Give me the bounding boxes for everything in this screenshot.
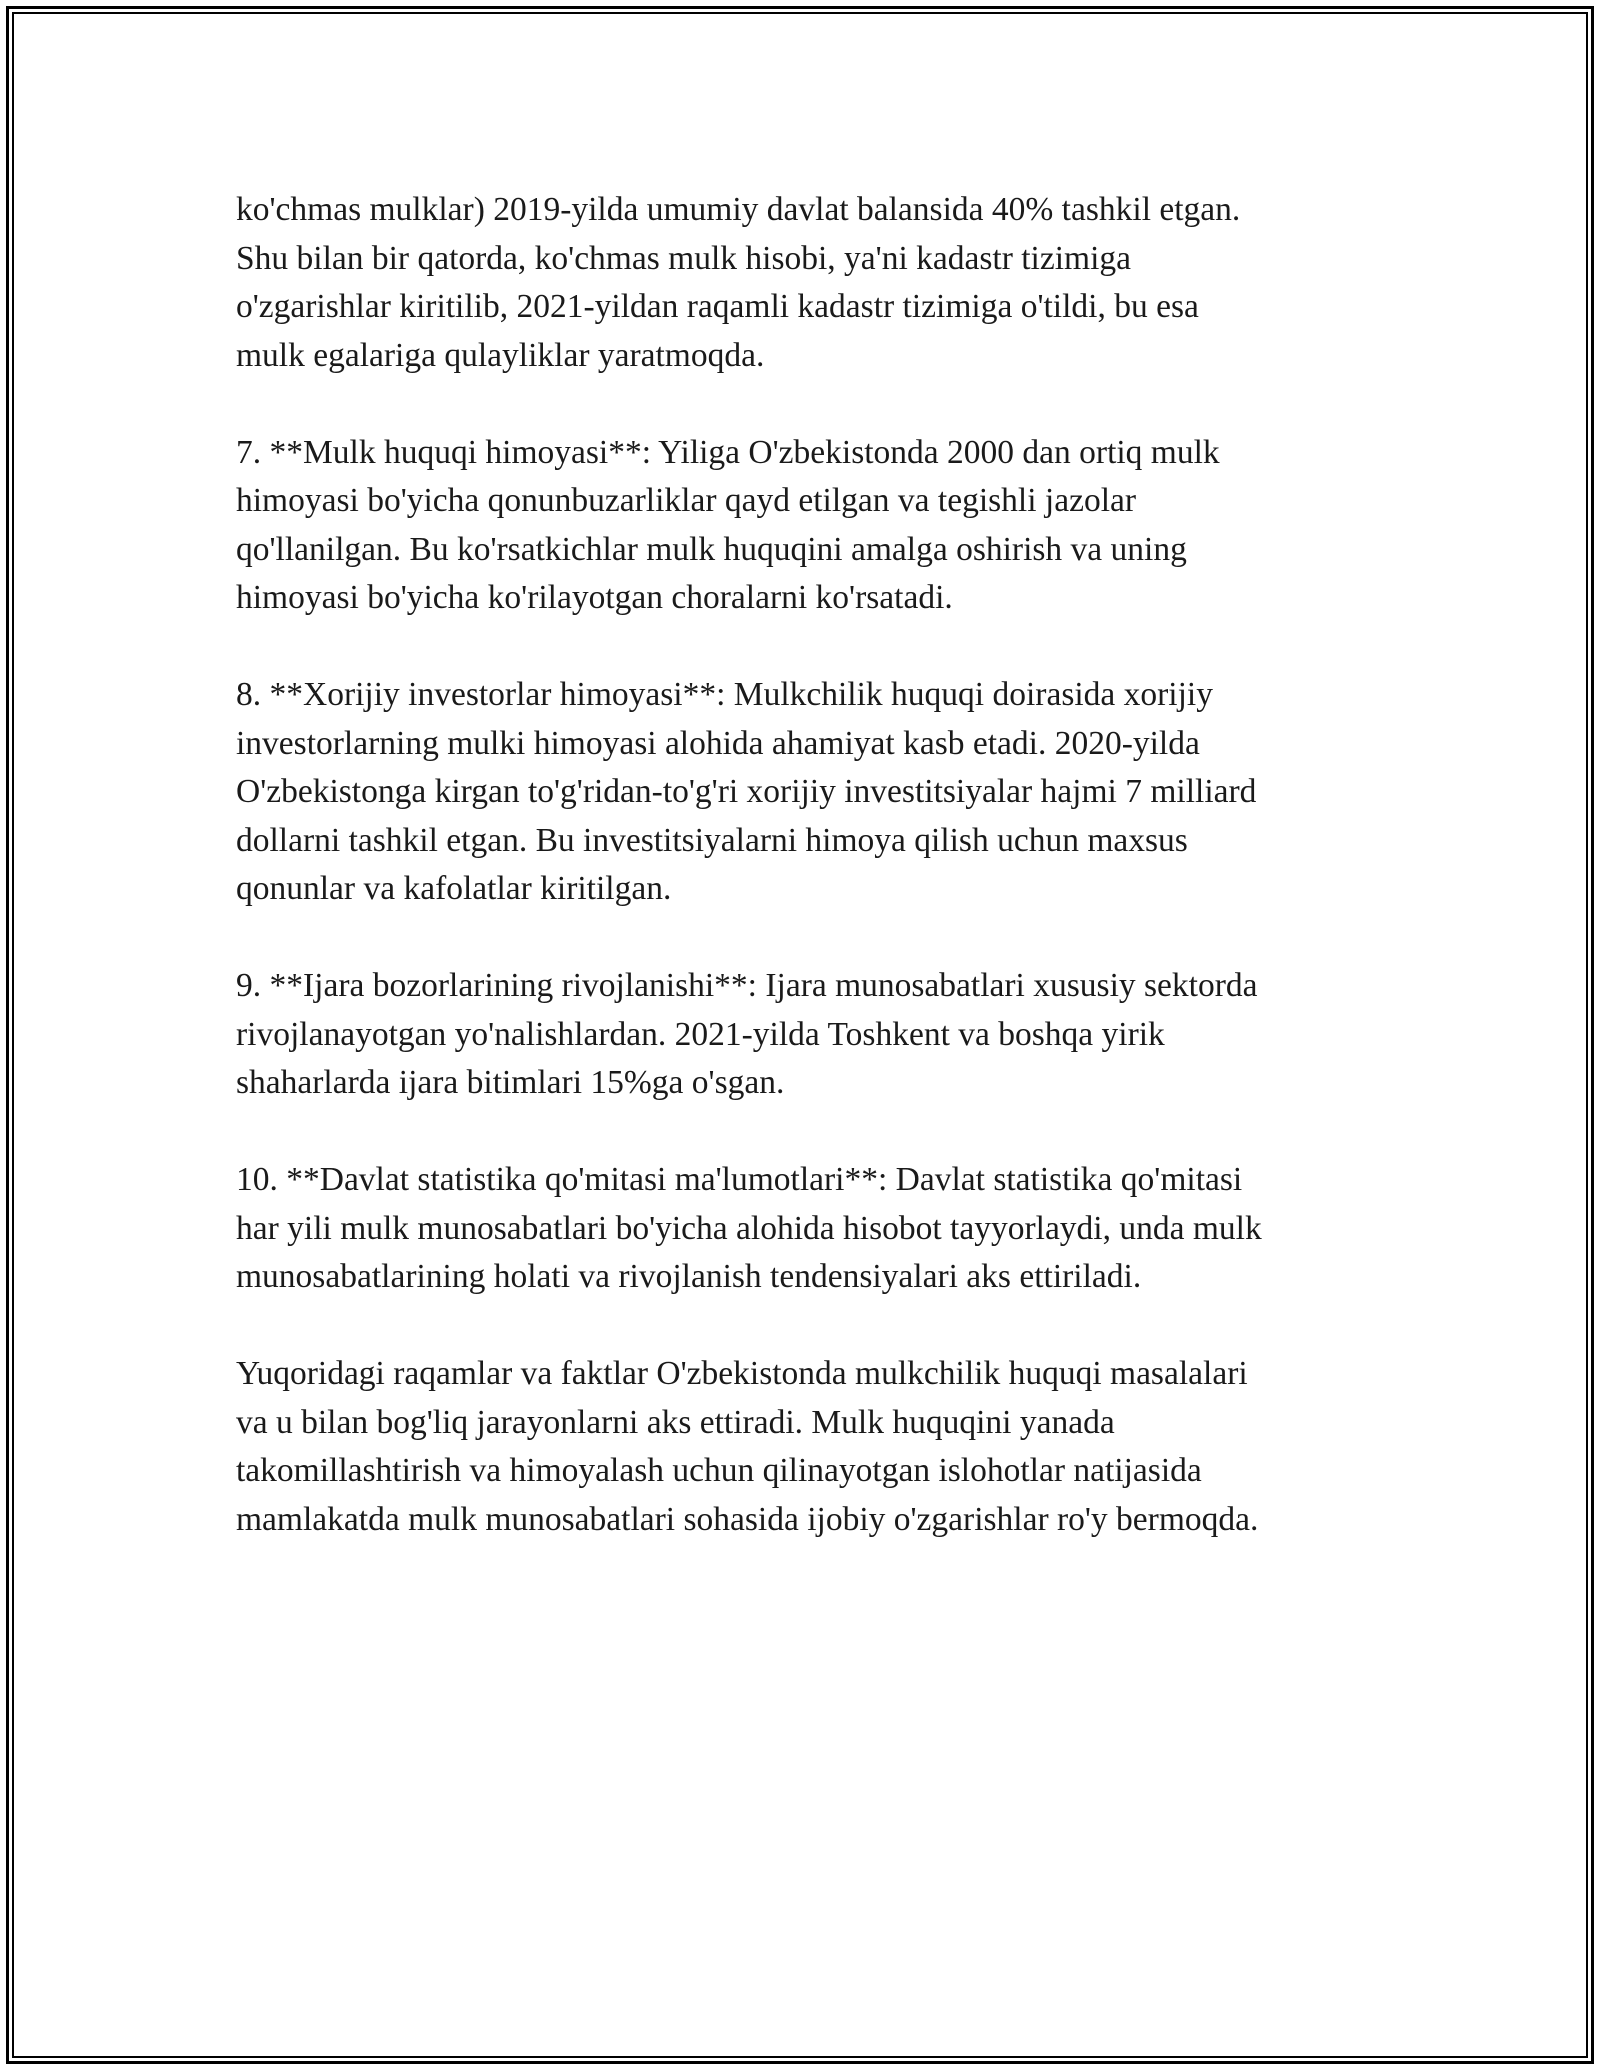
text-line: ko'chmas mulklar) 2019-yilda umumiy davlat balansida 40% tashkil etgan. [236, 191, 1241, 228]
text-line: Yuqoridagi raqamlar va faktlar O'zbekistonda mulkchilik huquqi masalalari [236, 1355, 1248, 1392]
text-line: 10. **Davlat statistika qo'mitasi ma'lumotlari**: Davlat statistika qo'mitasi [236, 1161, 1243, 1198]
text-line: mamlakatda mulk munosabatlari sohasida ijobiy o'zgarishlar ro'y bermoqda. [236, 1500, 1259, 1538]
text-line: dollarni tashkil etgan. Bu investitsiyalarni himoya qilish uchun maxsus [236, 821, 1188, 859]
paragraph-item-7 [236, 429, 1396, 623]
text-line: o'zgarishlar kiritilib, 2021-yildan raqamli kadastr tizimiga o'tildi, bu esa [236, 288, 1199, 325]
text-line: qo'llanilgan. Bu ko'rsatkichlar mulk huquqini amalga oshirish va uning [236, 530, 1187, 568]
text-line: Shu bilan bir qatorda, ko'chmas mulk hisobi, ya'ni kadastr tizimiga [236, 239, 1132, 277]
text-line: takomillashtirish va himoyalash uchun qilinayotgan islohotlar natijasida [236, 1452, 1202, 1489]
text-line: himoyasi bo'yicha qonunbuzarliklar qayd etilgan va tegishli jazolar [236, 482, 1137, 519]
text-line: O'zbekistonga kirgan to'g'ridan-to'g'ri xorijiy investitsiyalar hajmi 7 milliard [236, 773, 1257, 810]
text-line: har yili mulk munosabatlari bo'yicha alohida hisobot tayyorlaydi, unda mulk [236, 1209, 1262, 1247]
text-line: va u bilan bog'liq jarayonlarni aks ettiradi. Mulk huquqini yanada [236, 1403, 1115, 1441]
text-line: 9. **Ijara bozorlarining rivojlanishi**: Ijara munosabatlari xususiy sektorda [236, 967, 1258, 1004]
text-line: himoyasi bo'yicha ko'rilayotgan choralarni ko'rsatadi. [236, 579, 953, 616]
text-line: mulk egalariga qulayliklar yaratmoqda. [236, 336, 765, 374]
text-line: rivojlanayotgan yo'nalishlardan. 2021-yilda Toshkent va boshqa yirik [236, 1015, 1165, 1053]
paragraph-kadastr [236, 186, 1396, 380]
document-body [236, 186, 1396, 1593]
text-line: munosabatlarining holati va rivojlanish tendensiyalari aks ettiriladi. [236, 1258, 1142, 1295]
text-line: investorlarning mulki himoyasi alohida ahamiyat kasb etadi. 2020-yilda [236, 724, 1200, 762]
text-line: shaharlarda ijara bitimlari 15%ga o'sgan. [236, 1064, 785, 1101]
paragraph-item-8 [236, 671, 1396, 914]
text-line: 7. **Mulk huquqi himoyasi**: Yiliga O'zbekistonda 2000 dan ortiq mulk [236, 433, 1220, 471]
paragraph-conclusion [236, 1350, 1396, 1544]
paragraph-item-10 [236, 1156, 1396, 1302]
text-line: qonunlar va kafolatlar kiritilgan. [236, 870, 672, 907]
text-line: 8. **Xorijiy investorlar himoyasi**: Mulkchilik huquqi doirasida xorijiy [236, 676, 1213, 713]
paragraph-item-9 [236, 962, 1396, 1108]
